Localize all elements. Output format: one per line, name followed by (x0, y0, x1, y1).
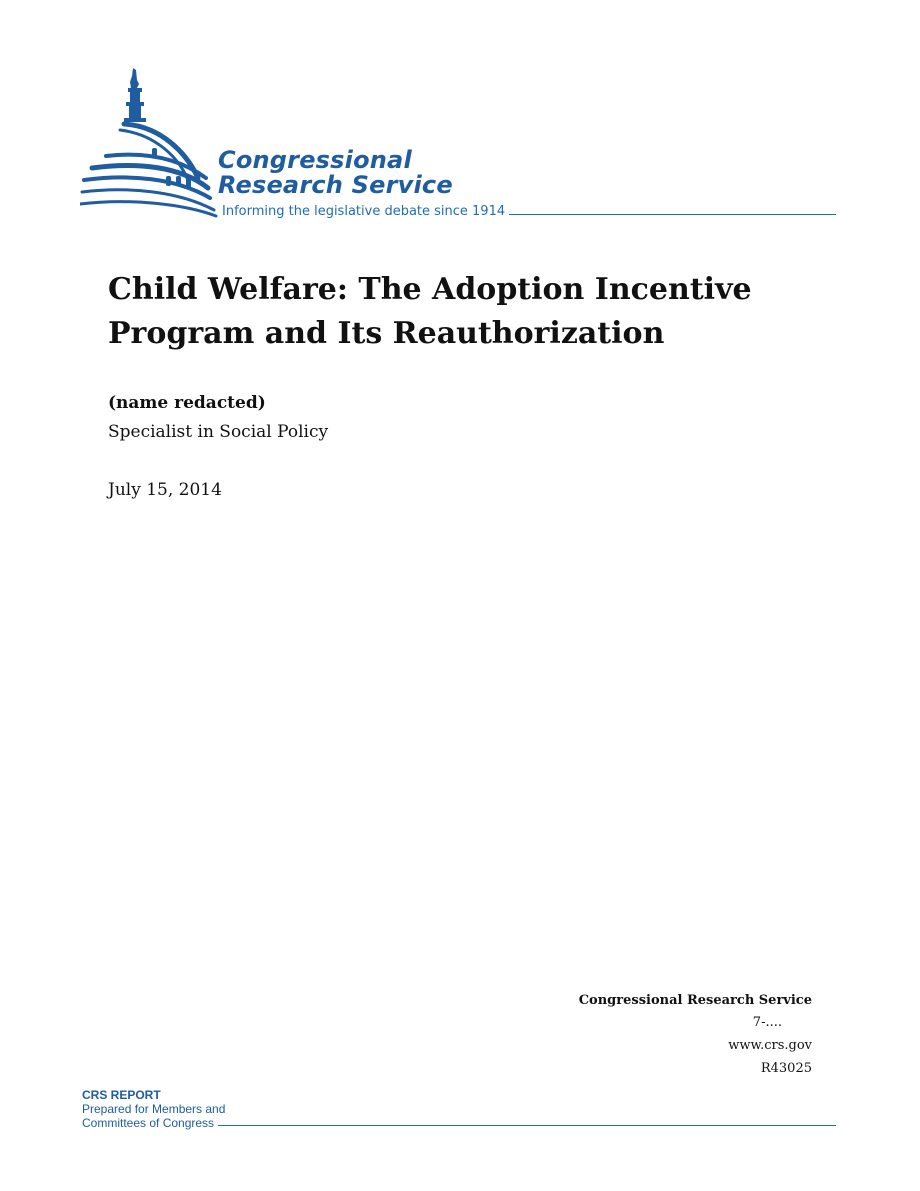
crs-code: 7-.... (752, 1015, 782, 1030)
crs-report-footer (82, 1088, 836, 1130)
footer-rule (218, 1125, 836, 1126)
logo-tagline: Informing the legislative debate since 1914 (222, 203, 506, 219)
tagline-rule (509, 214, 836, 215)
report-title: Child Welfare: The Adoption Incentive Program and Its Reauthorization (108, 272, 752, 351)
footer-row (82, 1116, 836, 1130)
crs-org-name: Congressional Research Service (578, 993, 812, 1008)
logo-tagline-row (222, 203, 836, 219)
logo-wordmark (218, 148, 453, 198)
crs-info-block (579, 991, 812, 1080)
report-date: July 15, 2014 (108, 480, 222, 500)
author-role: Specialist in Social Policy (108, 422, 329, 442)
report-number: R43025 (760, 1061, 812, 1076)
logo-name-line2: Research Service (218, 171, 453, 199)
crs-website: www.crs.gov (728, 1038, 812, 1053)
capitol-dome-icon (80, 66, 220, 218)
author-name: (name redacted) (108, 393, 266, 413)
crs-logo (80, 66, 840, 226)
footer-title: CRS REPORT (82, 1088, 161, 1102)
footer-line2: Committees of Congress (82, 1116, 215, 1130)
footer-line1: Prepared for Members and (82, 1102, 226, 1116)
logo-name-line1: Congressional (218, 146, 412, 174)
